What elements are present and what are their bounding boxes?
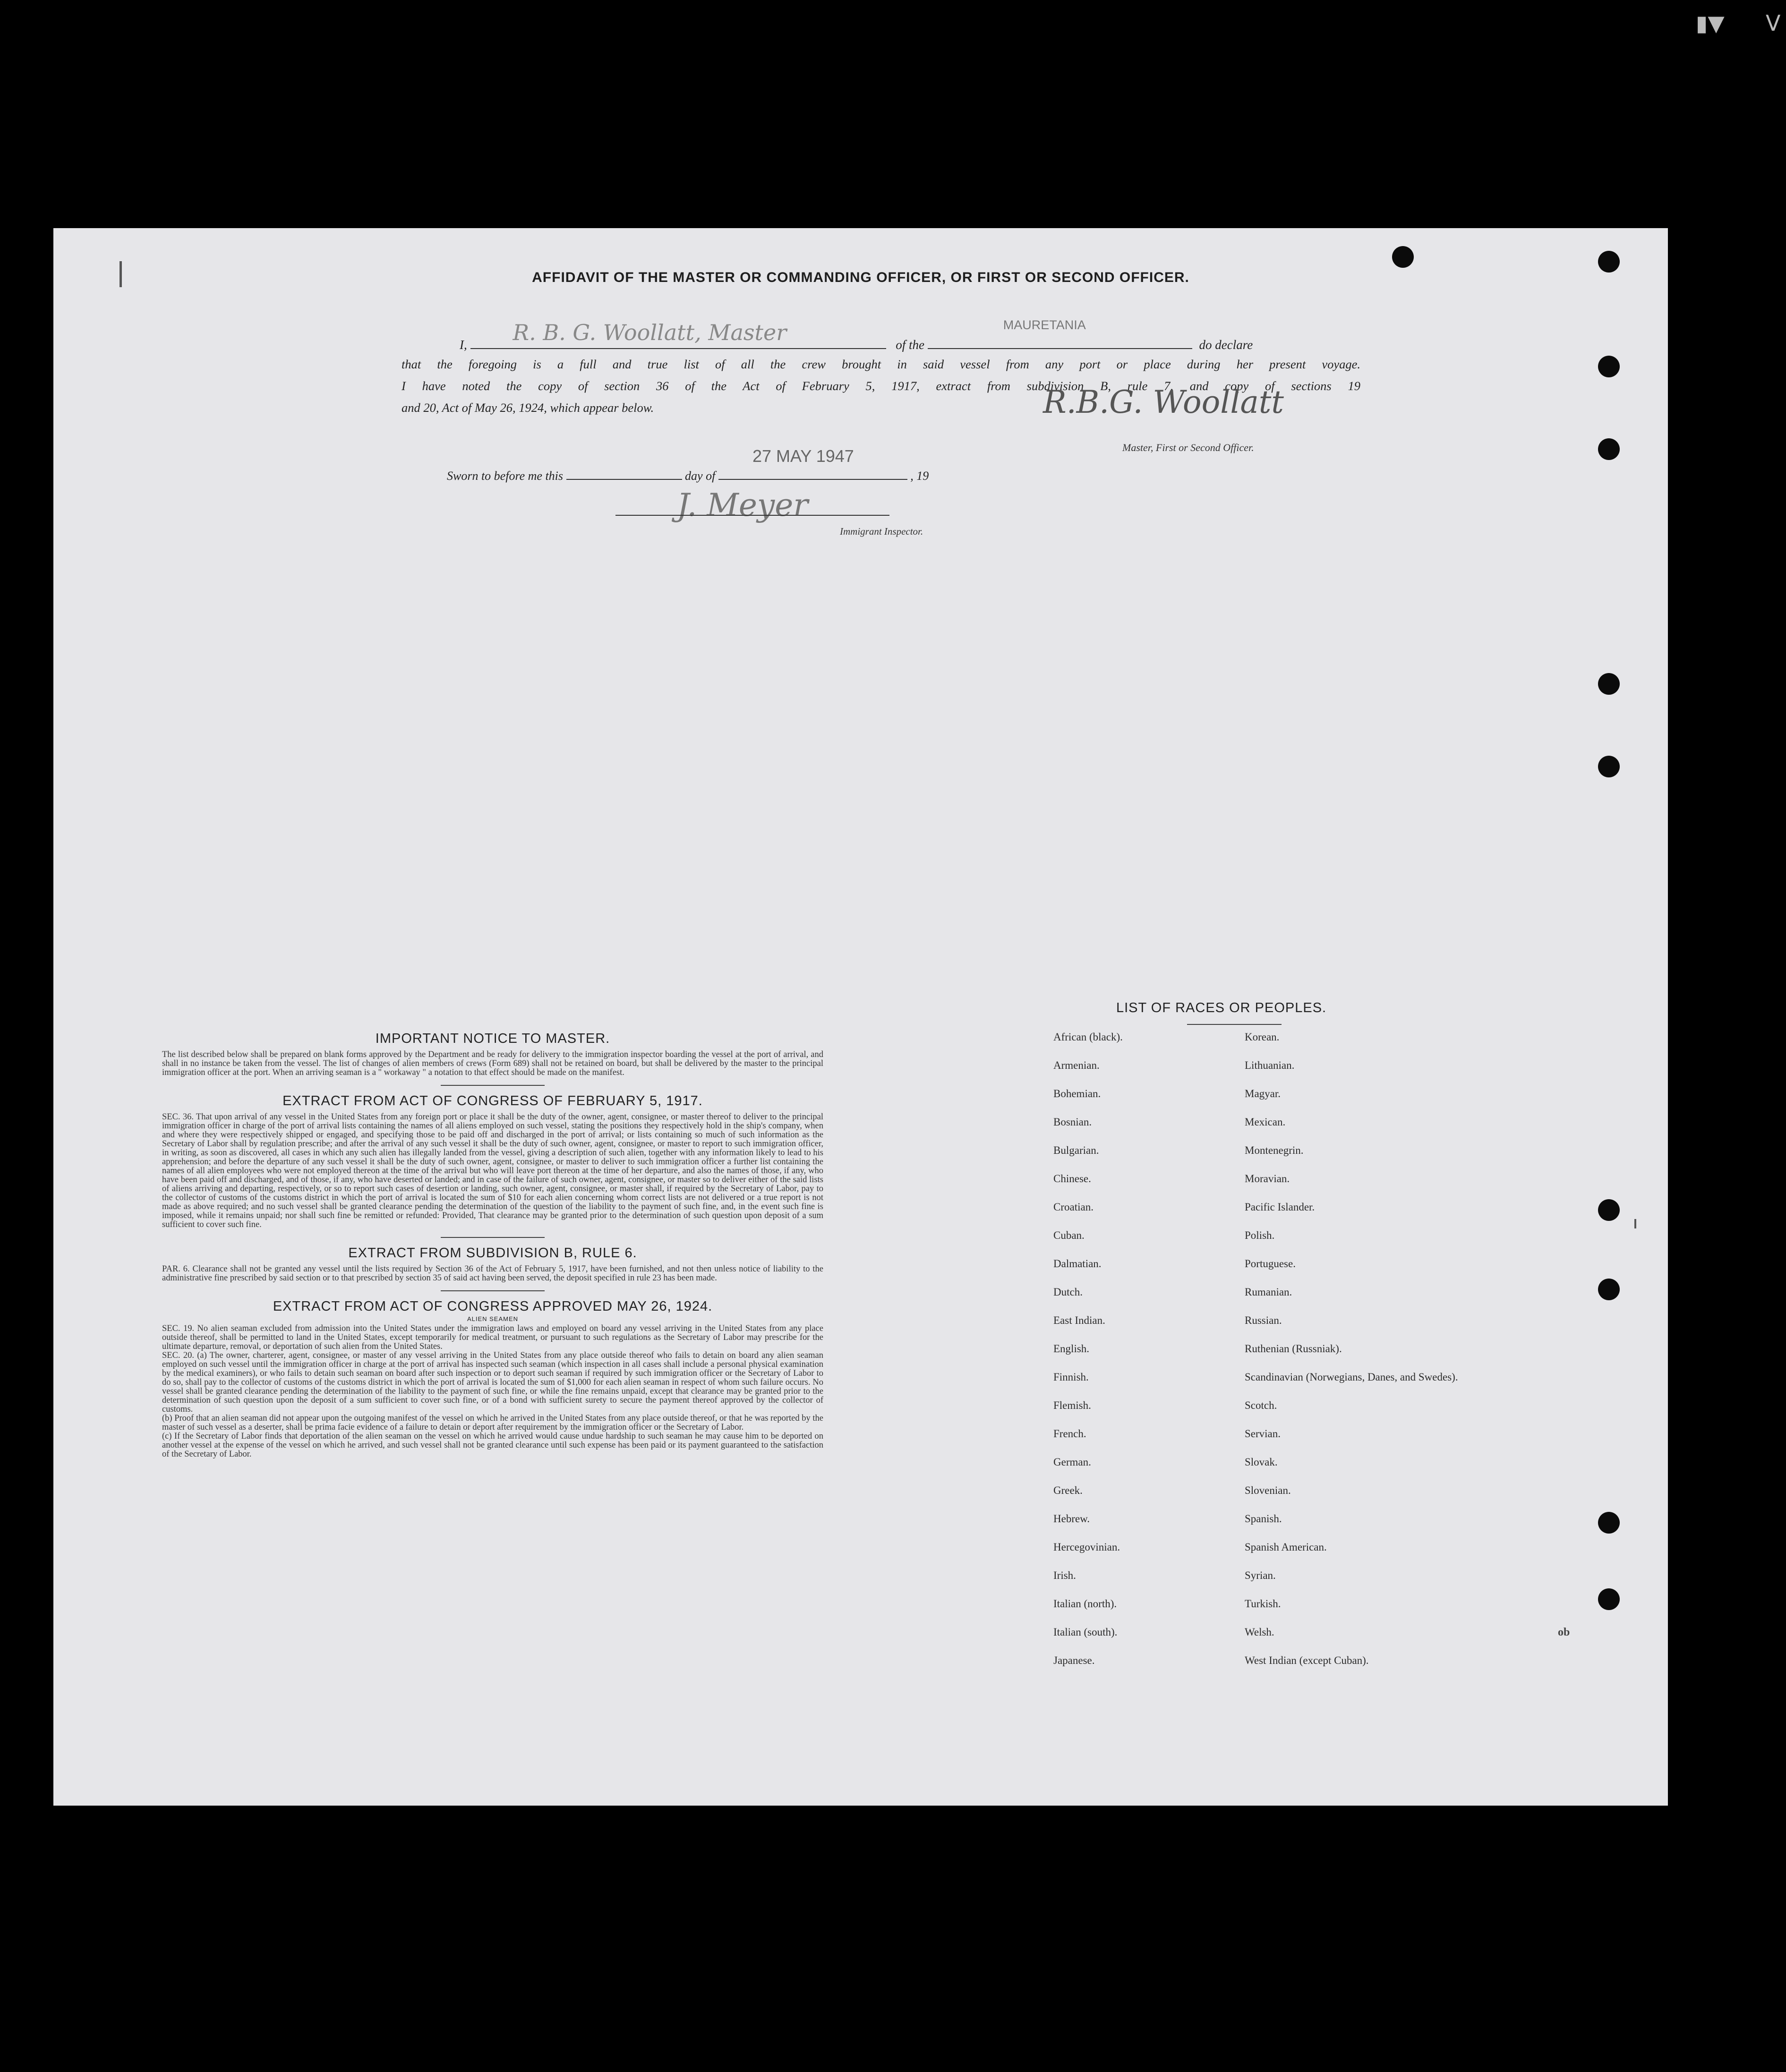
race-entry: Turkish. (1245, 1598, 1281, 1610)
day-of-label: day of (685, 469, 716, 483)
act-1924-section-19: SEC. 19. No alien seaman excluded from admission into the United States under the immigration laws and employed on board any vessel arriving in the United States from any place outside thereof, shall be permitted to land in the United States, except temporarily for medical treatment, or pursuant to such regulations as the Secretary of Labor may prescribe for the ultimate departure, removal, or deportation of such alien from the United States. (162, 1324, 823, 1351)
race-entry: English. (1053, 1343, 1090, 1355)
race-entry: French. (1053, 1428, 1086, 1440)
act-1924-subtitle: ALIEN SEAMEN (467, 1315, 519, 1322)
notice-text: The list described below shall be prepared on blank forms approved by the Department and be ready for delivery to the immigration inspector boarding the vessel at the port of arrival, and shall in no instance be taken from the vessel. The list of changes of alien members of crews (Form 689) shall not be retained on board, but shall be delivered by the master to the principal immigration officer at the port. When an arriving seaman is a " workaway " a notation to that effect should be made on the manifest. (162, 1050, 823, 1077)
scanner-mark: V (1766, 10, 1781, 36)
i-label: I, (460, 338, 467, 352)
race-row (1053, 1031, 1478, 1059)
race-entry: Servian. (1245, 1428, 1281, 1440)
race-entry: Montenegrin. (1245, 1144, 1304, 1156)
race-entry: Dutch. (1053, 1286, 1083, 1298)
race-entry: Moravian. (1245, 1173, 1290, 1185)
punch-hole (1598, 1199, 1620, 1221)
section-divider (441, 1237, 545, 1238)
vessel-blank (928, 318, 1192, 349)
race-row (1053, 1541, 1478, 1569)
statement-line: and 20, Act of May 26, 1924, which appear below. (402, 401, 654, 415)
race-entry: Irish. (1053, 1569, 1076, 1581)
do-declare-label: do declare (1199, 338, 1253, 352)
race-entry: East Indian. (1053, 1314, 1105, 1326)
race-row (1053, 1201, 1478, 1229)
punch-hole (1598, 1279, 1620, 1300)
sworn-line (447, 469, 929, 483)
punch-hole (1598, 756, 1620, 777)
year-label: , 19 (910, 469, 929, 483)
race-row (1053, 1513, 1478, 1541)
races-title-rule (1187, 1024, 1282, 1025)
margin-mark: ob (1558, 1626, 1570, 1638)
race-entry: Hercegovinian. (1053, 1541, 1120, 1553)
race-row (1053, 1088, 1478, 1116)
master-signature: R.B.G. Woollatt (1043, 384, 1284, 420)
race-row (1053, 1314, 1478, 1343)
statement-line: that the foregoing is a full and true list of all the crew brought in said vessel from any port or place during her present voyage. (402, 357, 1360, 371)
race-entry: Spanish. (1245, 1513, 1282, 1525)
name-blank (470, 320, 886, 349)
race-entry: Flemish. (1053, 1399, 1091, 1411)
sworn-label: Sworn to before me this (447, 469, 564, 483)
act-1917-title: EXTRACT FROM ACT OF CONGRESS OF FEBRUARY 5, 1917. (282, 1093, 703, 1108)
section-divider (441, 1085, 545, 1086)
race-entry: West Indian (except Cuban). (1245, 1654, 1369, 1666)
statement-line: I have noted the copy of section 36 of the Act of February 5, 1917, extract from subdivision B, rule 7, and copy of sections 19 (402, 379, 1360, 393)
punch-hole (1392, 246, 1414, 268)
race-entry: Greek. (1053, 1484, 1083, 1496)
sworn-day-blank (566, 479, 682, 480)
race-entry: Lithuanian. (1245, 1059, 1295, 1071)
race-entry: Japanese. (1053, 1654, 1095, 1666)
race-row (1053, 1626, 1478, 1654)
notice-title: IMPORTANT NOTICE TO MASTER. (375, 1031, 610, 1046)
race-row (1053, 1371, 1478, 1399)
race-entry: Bohemian. (1053, 1088, 1101, 1100)
sworn-month-blank (718, 479, 907, 480)
race-row (1053, 1258, 1478, 1286)
race-entry: Bosnian. (1053, 1116, 1092, 1128)
race-entry: Dalmatian. (1053, 1258, 1102, 1270)
race-row (1053, 1286, 1478, 1314)
race-entry: Russian. (1245, 1314, 1282, 1326)
race-entry: Polish. (1245, 1229, 1275, 1241)
race-entry: Scotch. (1245, 1399, 1277, 1411)
inspector-caption: Immigrant Inspector. (840, 526, 923, 537)
race-row (1053, 1484, 1478, 1513)
race-entry: Korean. (1245, 1031, 1280, 1043)
legal-extracts-column (162, 1031, 823, 1459)
races-list (1053, 1031, 1478, 1683)
race-entry: Spanish American. (1245, 1541, 1327, 1553)
race-entry: Portuguese. (1245, 1258, 1296, 1270)
race-entry: Ruthenian (Russniak). (1245, 1343, 1342, 1355)
races-title: LIST OF RACES OR PEOPLES. (1116, 1000, 1327, 1015)
scanner-mark: ▮▼ (1696, 10, 1725, 36)
race-entry: Italian (south). (1053, 1626, 1118, 1638)
act-1917-text: SEC. 36. That upon arrival of any vessel in the United States from any foreign port or place it shall be the duty of the owner, agent, consignee, or master thereof to deliver to the principal immigration officer in charge of the port of arrival lists containing the names of all aliens employed on such vessel, stating the positions they respectively hold in the ship's company, when and where they were respectively shipped or engaged, and specifying those to be paid off and discharged in the port of arrival; or lists containing so much of such information as the Secretary of Labor shall by regulation prescribe; and after the arrival of any such vessel it shall be the duty of such owner, agent, consignee, or master to report to such immigration officer, in writing, as soon as discovered, all cases in which any such alien has illegally landed from the vessel, giving a description of such alien, together with any information likely to lead to his apprehension; and before the departure of any such vessel it shall be the duty of such owner, agent, consignee, or master to deliver to such immigration officer a further list containing the names of all alien employees who were not employed thereon at the time of the arrival but who will leave port thereon at the time of her departure, and also the names of those, if any, who have been paid off and discharged, and of those, if any, who have deserted or landed; and in case of the failure of such owner, agent, consignee, or master so to deliver either of the said lists of aliens arriving and departing, respectively, or so to report such cases of desertion or landing, such owner, agent, consignee, or master shall, if required by the Secretary of Labor, pay to the collector of customs of the customs district in which the port of arrival is located the sum of $10 for each alien concerning whom correct lists are not delivered or a true report is not made as above required; and no such vessel shall be granted clearance pending the determination of the question of the liability to the payment of such fine, and, in the event such fine is imposed, while it remains unpaid; nor shall such fine be remitted or refunded: Provided, That clearance may be granted prior to the determination of such question upon deposit of a sum sufficient to cover such fine. (162, 1112, 823, 1229)
race-entry: Finnish. (1053, 1371, 1089, 1383)
race-entry: Chinese. (1053, 1173, 1091, 1185)
race-entry: Rumanian. (1245, 1286, 1292, 1298)
race-entry: Slovenian. (1245, 1484, 1291, 1496)
race-entry: Bulgarian. (1053, 1144, 1099, 1156)
race-row (1053, 1456, 1478, 1484)
race-entry: Armenian. (1053, 1059, 1100, 1071)
race-entry: Syrian. (1245, 1569, 1276, 1581)
race-entry: Welsh. (1245, 1626, 1274, 1638)
race-entry: Croatian. (1053, 1201, 1094, 1213)
race-row (1053, 1428, 1478, 1456)
race-entry: Pacific Islander. (1245, 1201, 1315, 1213)
race-entry: Scandinavian (Norwegians, Danes, and Swedes). (1245, 1371, 1458, 1383)
punch-hole (1598, 438, 1620, 460)
inspector-signature: J. Meyer (677, 487, 808, 523)
race-row (1053, 1059, 1478, 1088)
act-1924-section-20a: SEC. 20. (a) The owner, charterer, agent, consignee, or master of any vessel arriving in the United States from any place outside thereof who fails to detain on board any alien seaman employed on such vessel until the immigration officer in charge at the port of arrival has inspected such seaman (which inspection in all cases shall include a personal physical examination by the medical examiners), or who fails to detain such seaman on board after such inspection or to deport such seaman if required by such immigration officer or the Secretary of Labor to do so, shall pay to the collector of customs of the customs district in which the port of arrival is located the sum of $1,000 for each alien seaman in respect of whom such failure occurs. No vessel shall be granted clearance pending the determination of the liability to the payment of such fine, or while the fine remains unpaid, except that clearance may be granted prior to the determination of such question upon the deposit of a sum sufficient to cover such fine, or of a bond with sufficient surety to secure the payment thereof approved by the collector of customs. (162, 1351, 823, 1414)
race-entry: Italian (north). (1053, 1598, 1117, 1610)
race-entry: Cuban. (1053, 1229, 1085, 1241)
subdivision-b-text: PAR. 6. Clearance shall not be granted any vessel until the lists required by Section 36 of the Act of February 5, 1917, have been furnished, and not then unless notice of liability to the administrative fine prescribed by said section or to that prescribed by section 35 of said act having been served, the deposit specified in rule 23 has been made. (162, 1264, 823, 1283)
race-row (1053, 1569, 1478, 1598)
act-1924-section-20c: (c) If the Secretary of Labor finds that deportation of the alien seaman on the vessel on which he arrived would cause undue hardship to such seaman he may cause him to be deported on another vessel at the expense of the vessel on which he arrived, and such vessel shall not be granted clearance until such expense has been paid or its payment guaranteed to the satisfaction of the Secretary of Labor. (162, 1432, 823, 1459)
inspector-signature-line (615, 515, 889, 516)
date-stamp: 27 MAY 1947 (752, 446, 854, 466)
affidavit-declaration-line (460, 318, 1253, 352)
act-1924-title: EXTRACT FROM ACT OF CONGRESS APPROVED MAY 26, 1924. (273, 1299, 713, 1314)
act-1924-section-20b: (b) Proof that an alien seaman did not appear upon the outgoing manifest of the vessel on which he arrived in the United States from any place outside thereof, or that he was reported by the master of such vessel as a deserter, shall be prima facie evidence of a failure to detain or deport after requirement by the immigration officer or the Secretary of Labor. (162, 1414, 823, 1432)
race-entry: Hebrew. (1053, 1513, 1090, 1525)
race-entry: Mexican. (1245, 1116, 1286, 1128)
race-row (1053, 1399, 1478, 1428)
punch-hole (1598, 673, 1620, 695)
race-row (1053, 1654, 1478, 1683)
race-row (1053, 1598, 1478, 1626)
race-entry: Magyar. (1245, 1088, 1281, 1100)
subdivision-b-title: EXTRACT FROM SUBDIVISION B, RULE 6. (348, 1245, 637, 1261)
race-row (1053, 1116, 1478, 1144)
of-the-label: of the (896, 338, 924, 352)
punch-hole (1598, 1512, 1620, 1534)
race-row (1053, 1144, 1478, 1173)
race-row (1053, 1343, 1478, 1371)
race-entry: African (black). (1053, 1031, 1123, 1043)
race-entry: German. (1053, 1456, 1091, 1468)
race-row (1053, 1173, 1478, 1201)
master-name-handwritten: R. B. G. Woollatt, Master (513, 320, 787, 345)
punch-hole (1598, 1588, 1620, 1610)
section-divider (441, 1290, 545, 1291)
margin-mark (1634, 1219, 1636, 1228)
document-page (53, 228, 1668, 1806)
vessel-name-stamp: MAURETANIA (1003, 318, 1086, 332)
affidavit-title: AFFIDAVIT OF THE MASTER OR COMMANDING OFFICER, OR FIRST OR SECOND OFFICER. (532, 270, 1189, 285)
signature-caption: Master, First or Second Officer. (1122, 442, 1254, 453)
race-row (1053, 1229, 1478, 1258)
race-entry: Slovak. (1245, 1456, 1278, 1468)
punch-hole (1598, 356, 1620, 377)
